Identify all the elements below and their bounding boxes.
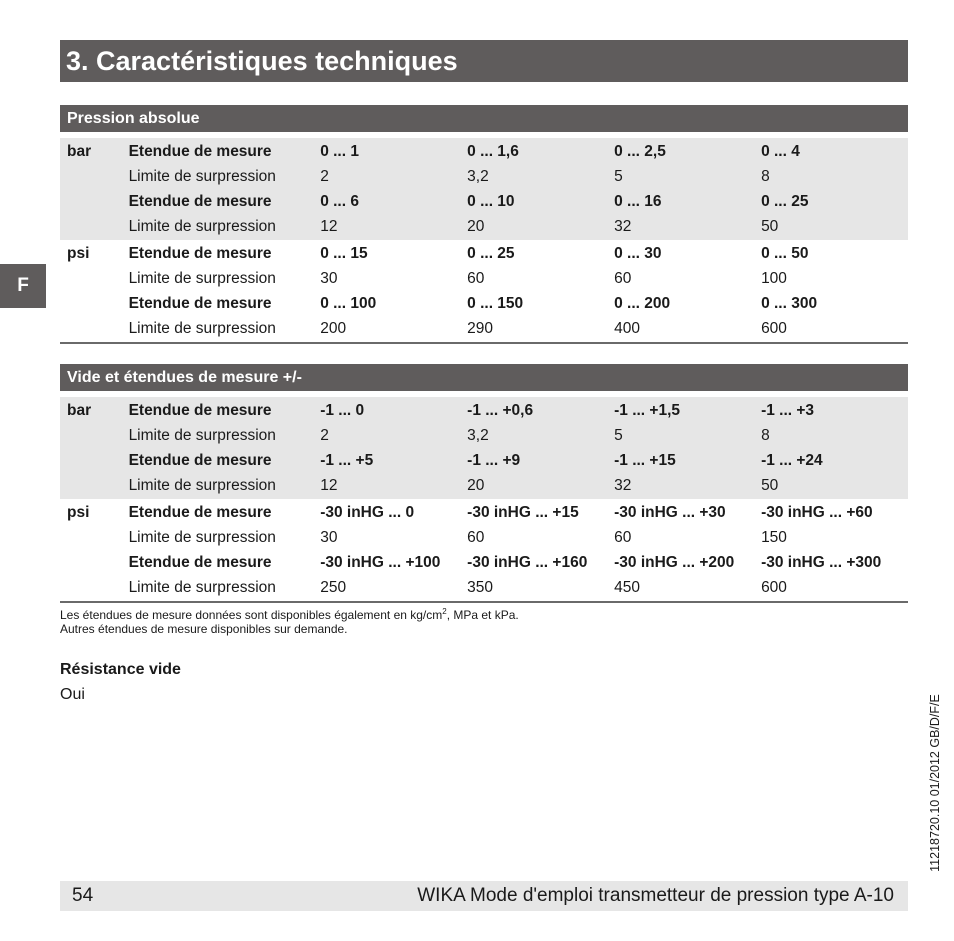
value-cell: -30 inHG ... +60 [761,503,873,521]
value-cell: 5 [614,167,623,185]
table-row [60,316,908,341]
value-cell: -1 ... +1,5 [614,401,681,419]
table-row [60,525,908,550]
footnote-line-1 [60,605,519,622]
value-cell: 60 [614,528,632,546]
value-cell: 290 [467,319,494,337]
value-cell: 0 ... 25 [467,244,515,262]
table-row [60,398,908,423]
value-cell: 2 [320,426,329,444]
value-cell: 0 ... 15 [320,244,368,262]
unit-cell: bar [67,401,92,419]
row-label: Limite de surpression [128,269,276,287]
table-row [60,164,908,189]
value-cell: 0 ... 10 [467,192,515,210]
value-cell: 60 [467,269,485,287]
value-cell: 20 [467,217,485,235]
section-header: Pression absolue [60,105,908,132]
value-cell: -30 inHG ... +15 [467,503,579,521]
row-label: Limite de surpression [128,476,276,494]
value-cell: -30 inHG ... +30 [614,503,726,521]
value-cell: 32 [614,476,632,494]
value-cell: 450 [614,578,640,596]
row-label: Etendue de mesure [128,192,272,210]
row-label: Etendue de mesure [128,553,272,571]
footnote-text: , MPa et kPa. [446,608,519,622]
page-title: 3. Caractéristiques techniques [60,40,908,82]
absolute-pressure-table [60,138,908,344]
footnote [60,605,519,636]
value-cell: 12 [320,476,338,494]
value-cell: 60 [614,269,632,287]
value-cell: 0 ... 25 [761,192,809,210]
row-label: Etendue de mesure [128,294,272,312]
table-row [60,214,908,239]
document-code: 11218720.10 01/2012 GB/D/F/E [928,694,942,872]
value-cell: 0 ... 2,5 [614,142,666,160]
absolute-pressure-section [60,105,908,344]
unit-cell: bar [67,142,92,160]
value-cell: 3,2 [467,167,489,185]
vacuum-table [60,397,908,603]
value-cell: 250 [320,578,347,596]
row-label: Limite de surpression [128,578,276,596]
value-cell: -1 ... +15 [614,451,676,469]
value-cell: -1 ... +5 [320,451,374,469]
table-row [60,241,908,266]
unit-group-psi [60,240,908,342]
footnote-line-2: Autres étendues de mesure disponibles sur demande. [60,622,348,636]
value-cell: -30 inHG ... +160 [467,553,588,571]
value-cell: 0 ... 300 [761,294,818,312]
value-cell: 60 [467,528,485,546]
value-cell: 200 [320,319,347,337]
row-label: Limite de surpression [128,528,276,546]
unit-group-psi [60,499,908,601]
unit-group-bar [60,397,908,499]
value-cell: 5 [614,426,623,444]
row-label: Etendue de mesure [128,451,272,469]
value-cell: 2 [320,167,329,185]
table-row [60,575,908,600]
value-cell: 0 ... 50 [761,244,809,262]
value-cell: 600 [761,578,787,596]
value-cell: -30 inHG ... +300 [761,553,882,571]
value-cell: -1 ... +0,6 [467,401,534,419]
value-cell: -30 inHG ... 0 [320,503,415,521]
unit-group-bar [60,138,908,240]
value-cell: -1 ... 0 [320,401,365,419]
value-cell: 350 [467,578,494,596]
row-label: Etendue de mesure [128,244,272,262]
value-cell: 0 ... 4 [761,142,800,160]
table-row [60,550,908,575]
footnote-text: Les étendues de mesure données sont disponibles également en kg/cm [60,608,443,622]
value-cell: 30 [320,528,338,546]
value-cell: 0 ... 1 [320,142,359,160]
value-cell: 50 [761,217,779,235]
value-cell: -1 ... +3 [761,401,815,419]
table-row [60,266,908,291]
unit-cell: psi [67,503,90,521]
row-label: Limite de surpression [128,426,276,444]
table-row [60,423,908,448]
unit-cell: psi [67,244,90,262]
row-label: Etendue de mesure [128,401,272,419]
value-cell: -30 inHG ... +200 [614,553,735,571]
table-row [60,139,908,164]
table-row [60,189,908,214]
value-cell: 0 ... 6 [320,192,359,210]
value-cell: -1 ... +24 [761,451,823,469]
table-row [60,448,908,473]
value-cell: 50 [761,476,779,494]
row-label: Limite de surpression [128,319,276,337]
value-cell: 30 [320,269,338,287]
document-title: WIKA Mode d'emploi transmetteur de pression type A-10 [417,885,894,906]
value-cell: 0 ... 16 [614,192,662,210]
table-row [60,291,908,316]
value-cell: 0 ... 150 [467,294,524,312]
table-row [60,500,908,525]
value-cell: 0 ... 200 [614,294,671,312]
row-label: Etendue de mesure [128,503,272,521]
value-cell: 3,2 [467,426,489,444]
value-cell: 32 [614,217,632,235]
resistance-title: Résistance vide [60,661,181,678]
value-cell: 0 ... 1,6 [467,142,519,160]
value-cell: -1 ... +9 [467,451,521,469]
value-cell: 150 [761,528,787,546]
value-cell: 600 [761,319,787,337]
section-header: Vide et étendues de mesure +/- [60,364,908,391]
value-cell: -30 inHG ... +100 [320,553,441,571]
vacuum-section [60,364,908,603]
footnote-superscript: 2 [442,607,447,616]
value-cell: 12 [320,217,338,235]
row-label: Limite de surpression [128,167,276,185]
value-cell: 8 [761,167,770,185]
value-cell: 100 [761,269,787,287]
footer [60,881,908,911]
row-label: Etendue de mesure [128,142,272,160]
row-label: Limite de surpression [128,217,276,235]
table-row [60,473,908,498]
resistance-value: Oui [60,686,85,703]
value-cell: 8 [761,426,770,444]
page-number: 54 [72,885,94,906]
value-cell: 400 [614,319,640,337]
value-cell: 0 ... 100 [320,294,377,312]
value-cell: 0 ... 30 [614,244,662,262]
language-tab: F [0,264,46,308]
value-cell: 20 [467,476,485,494]
